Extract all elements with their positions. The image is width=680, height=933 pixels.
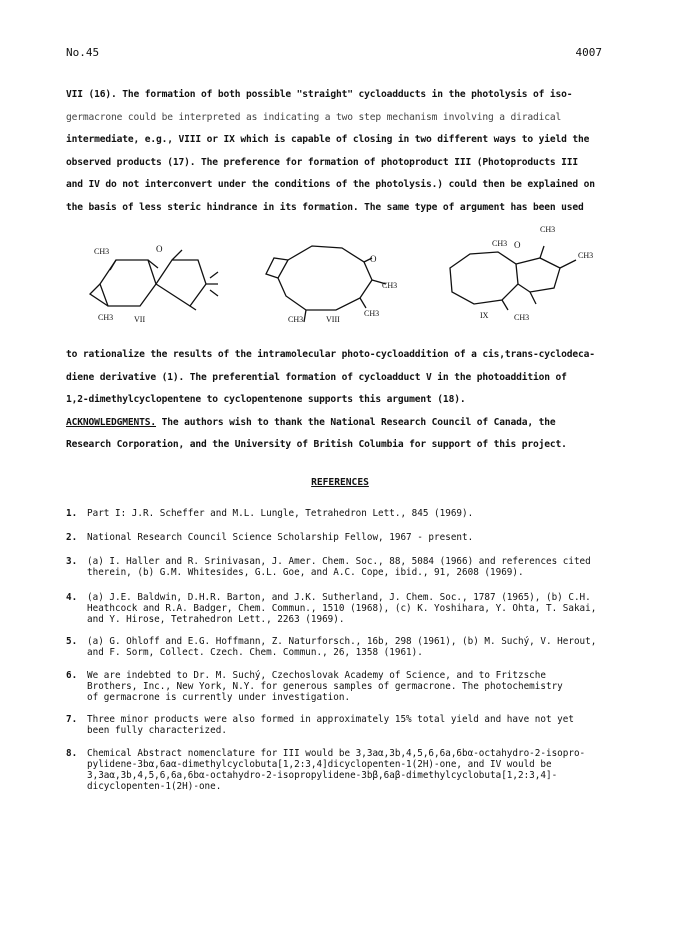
- paragraph-line: and IV do not interconvert under the conditions of the photolysis.) could then be explained on: [66, 179, 595, 190]
- paragraph-line: germacrone could be interpreted as indicating a two step mechanism involving a diradical: [66, 111, 562, 123]
- reference-body: [87, 670, 627, 703]
- reference-line: Chemical Abstract nomenclature for III would be 3,3aα,3b,4,5,6,6a,6bα-octahydro-2-isopro-: [87, 748, 586, 759]
- structure-ix-oxygen: O: [514, 240, 521, 250]
- acknowledgments-line: Research Corporation, and the University of British Columbia for support of this project.: [66, 439, 567, 450]
- paragraph-2: [66, 344, 614, 457]
- structure-ix-methyl: CH3: [578, 251, 594, 260]
- structure-viii-label: VIII: [326, 315, 340, 324]
- reference-body: [87, 532, 627, 543]
- paragraph-line: to rationalize the results of the intramolecular photo-cycloaddition of a cis,trans-cyclodeca-: [66, 349, 595, 360]
- reference-body: [87, 592, 627, 625]
- references-heading: REFERENCES: [311, 477, 369, 488]
- reference-line: 3,3aα,3b,4,5,6,6a,6bα-octahydro-2-isopropylidene-3bβ,6aβ-dimethylcyclobuta[1,2:3,4]-: [87, 770, 558, 781]
- reference-line: therein, (b) G.M. Whitesides, G.L. Goe, and A.C. Cope, ibid., 91, 2608 (1969).: [87, 567, 524, 578]
- page-number: 4007: [575, 46, 602, 59]
- structure-vii-methyl: CH3: [94, 247, 110, 256]
- structure-ix-methyl: CH3: [540, 225, 556, 234]
- paragraph-line: observed products (17). The preference for formation of photoproduct III (Photoproducts III: [66, 156, 578, 168]
- structure-vii-oxygen: O: [156, 244, 163, 254]
- reference-number: 6.: [66, 670, 78, 681]
- reference-number: 4.: [66, 592, 78, 603]
- paragraph-line: intermediate, e.g., VIII or IX which is capable of closing in two different ways to yield the: [66, 134, 590, 145]
- reference-line: (a) I. Haller and R. Srinivasan, J. Amer. Chem. Soc., 88, 5084 (1966) and references cited: [87, 556, 591, 567]
- structure-vii-methyl: CH3: [98, 313, 114, 322]
- reference-number: 3.: [66, 556, 78, 567]
- paragraph-1: [66, 84, 614, 219]
- journal-issue-number: No.45: [66, 46, 100, 59]
- structure-viii-methyl: CH3: [288, 315, 304, 324]
- reference-line: Part I: J.R. Scheffer and M.L. Lungle, Tetrahedron Lett., 845 (1969).: [87, 508, 474, 519]
- reference-number: 7.: [66, 714, 78, 725]
- reference-body: [87, 748, 627, 792]
- reference-line: (a) J.E. Baldwin, D.H.R. Barton, and J.K. Sutherland, J. Chem. Soc., 1787 (1965), (b) C.H.: [87, 592, 591, 603]
- reference-line: We are indebted to Dr. M. Suchý, Czechoslovak Academy of Science, and to Fritzsche: [87, 670, 546, 681]
- paragraph-line: 1,2-dimethylcyclopentene to cyclopentenone supports this argument (18).: [66, 394, 466, 405]
- chemical-structures-figure: [60, 218, 620, 330]
- reference-number: 8.: [66, 748, 78, 759]
- structure-viii-methyl: CH3: [382, 281, 398, 290]
- structure-viii-oxygen: O: [370, 254, 377, 264]
- reference-body: [87, 714, 627, 736]
- structure-vii-label: VII: [134, 315, 146, 324]
- reference-line: been fully characterized.: [87, 725, 227, 736]
- paragraph-line: the basis of less steric hindrance in its formation. The same type of argument has been used: [66, 201, 584, 213]
- structure-vii: [90, 250, 218, 310]
- reference-body: [87, 636, 627, 658]
- reference-number: 1.: [66, 508, 78, 519]
- reference-line: and Y. Hirose, Tetrahedron Lett., 2263 (1969).: [87, 614, 345, 625]
- page-header: [66, 46, 602, 60]
- structure-ix-methyl: CH3: [514, 313, 530, 322]
- reference-line: and F. Sorm, Collect. Czech. Chem. Commun., 26, 1358 (1961).: [87, 647, 423, 658]
- reference-line: National Research Council Science Scholarship Fellow, 1967 - present.: [87, 532, 474, 543]
- reference-body: [87, 556, 627, 578]
- paragraph-line: diene derivative (1). The preferential formation of cycloadduct V in the photoaddition of: [66, 371, 567, 383]
- reference-line: (a) G. Ohloff and E.G. Hoffmann, Z. Naturforsch., 16b, 298 (1961), (b) M. Suchý, V. Herout,: [87, 636, 597, 647]
- acknowledgments-heading: ACKNOWLEDGMENTS.: [66, 416, 157, 428]
- structure-ix: [450, 246, 576, 310]
- structure-ix-label: IX: [480, 311, 489, 320]
- structure-viii-methyl: CH3: [364, 309, 380, 318]
- reference-number: 2.: [66, 532, 78, 543]
- reference-line: Three minor products were also formed in approximately 15% total yield and have not yet: [87, 714, 574, 725]
- reference-body: [87, 508, 627, 519]
- reference-number: 5.: [66, 636, 78, 647]
- reference-line: Brothers, Inc., New York, N.Y. for generous samples of germacrone. The photochemistry: [87, 681, 563, 692]
- reference-line: of germacrone is currently under investigation.: [87, 692, 351, 703]
- reference-line: dicyclopenten-1(2H)-one.: [87, 781, 222, 792]
- acknowledgments-text: The authors wish to thank the National Research Council of Canada, the: [156, 416, 556, 428]
- acknowledgments-line: [66, 412, 614, 435]
- reference-line: pylidene-3bα,6aα-dimethylcyclobuta[1,2:3,4]dicyclopenten-1(2H)-one, and IV would be: [87, 759, 552, 770]
- reference-line: Heathcock and R.A. Badger, Chem. Commun., 1510 (1968), (c) K. Yoshihara, Y. Ohta, T. Sakai,: [87, 603, 597, 614]
- paragraph-line: VII (16). The formation of both possible "straight" cycloadducts in the photolysis of iso-: [66, 89, 573, 100]
- structure-ix-methyl: CH3: [492, 239, 508, 248]
